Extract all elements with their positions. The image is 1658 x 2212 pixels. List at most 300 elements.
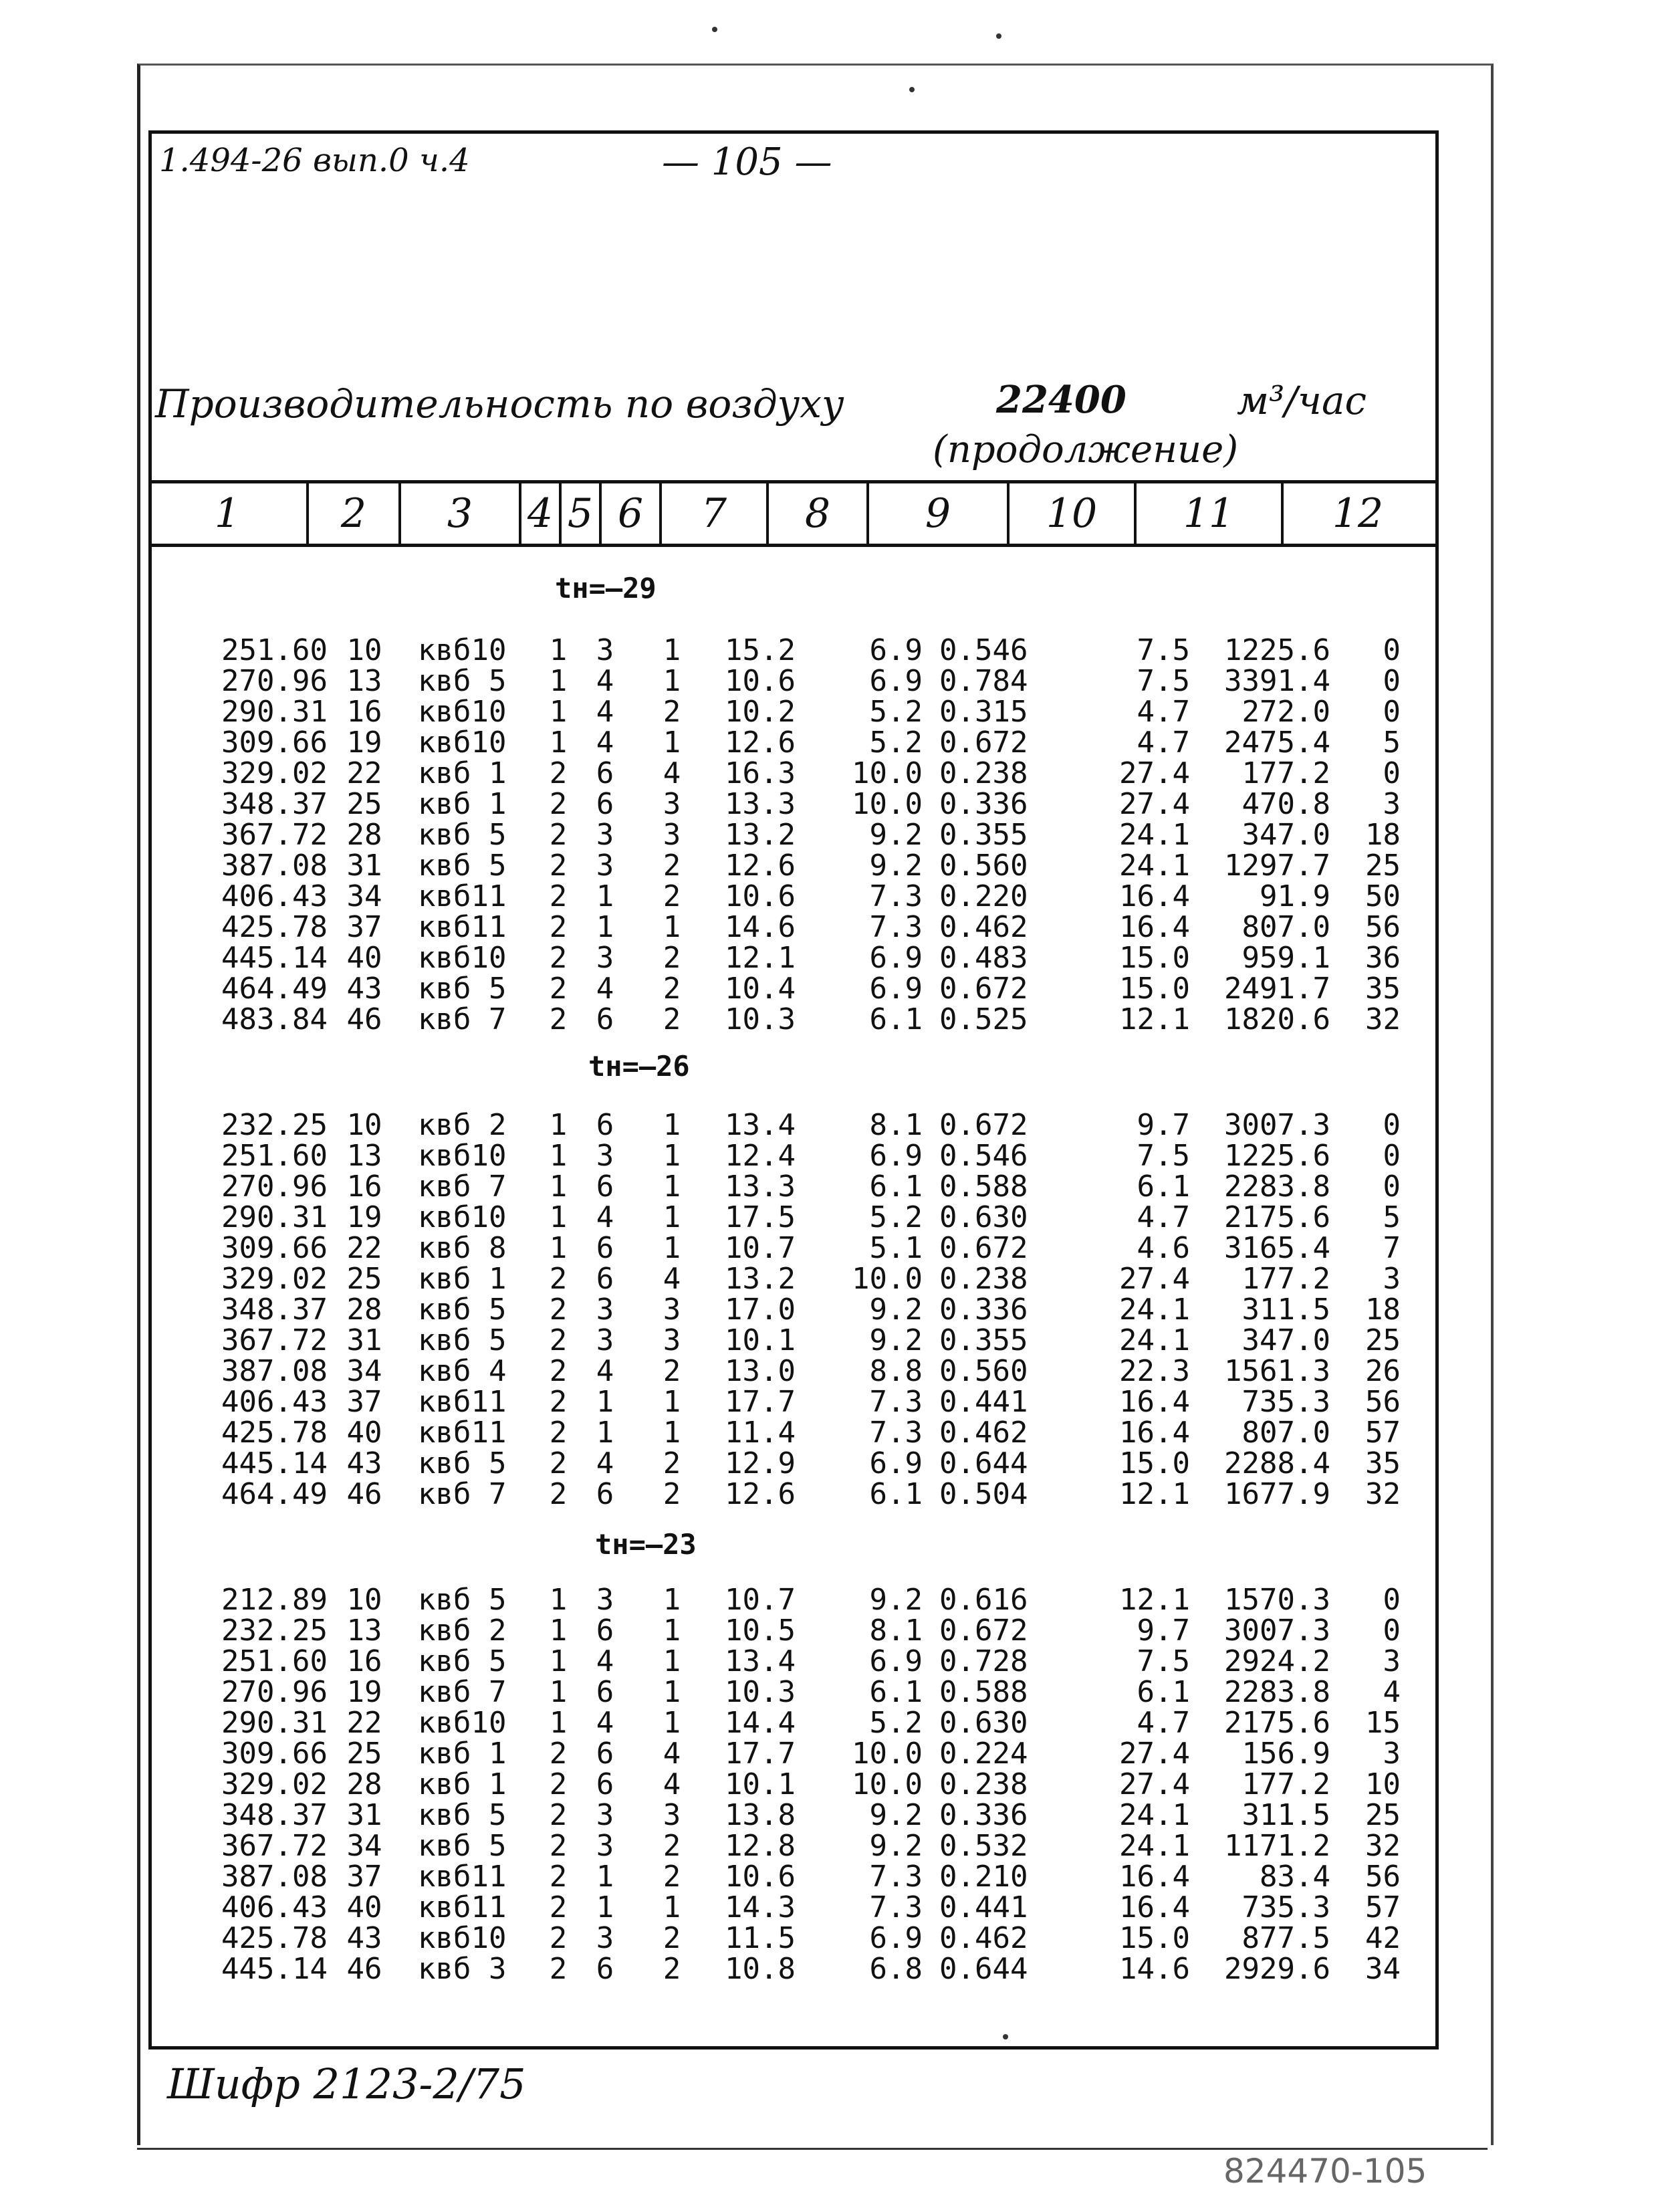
table-cell: 13.4 [725,1644,796,1678]
table-cell: 56 [1365,1385,1401,1419]
table-cell: 17.5 [725,1200,796,1234]
table-cell: 0 [1383,1139,1401,1173]
table-cell: 24.1 [1119,818,1190,852]
table-cell: 36 [1365,941,1401,975]
table-cell: 9.2 [869,1323,923,1357]
table-cell: 6.9 [869,1644,923,1678]
table-cell: 0 [1383,695,1401,729]
table-cell: 309.66 [221,1231,328,1265]
scan-speck [712,27,717,32]
table-cell: квб11 [418,1416,507,1450]
archive-stamp: 824470-105 [1223,2152,1427,2191]
table-cell: 1 [549,1200,568,1234]
table-cell: 2175.6 [1224,1200,1330,1234]
table-cell: 347.0 [1241,1323,1330,1357]
table-cell: 406.43 [221,1385,328,1419]
table-cell: квб 5 [418,1446,507,1480]
table-cell: 4 [663,756,681,790]
table-cell: 22 [346,756,382,790]
table-cell: 0.672 [939,1614,1028,1648]
scan-speck [909,87,915,92]
table-cell: квб 1 [418,1767,507,1801]
table-cell: 27.4 [1119,1737,1190,1771]
table-cell: квб10 [418,726,507,760]
table-cell: 13.3 [725,787,796,821]
table-cell: 15.0 [1119,941,1190,975]
table-cell: 0.588 [939,1675,1028,1709]
table-cell: 0.560 [939,849,1028,883]
table-cell: 5.2 [869,726,923,760]
table-cell: 9.7 [1137,1108,1190,1142]
table-cell: 0.462 [939,1921,1028,1955]
table-cell: 251.60 [221,1139,328,1173]
table-row [0,1677,1658,1708]
table-row [0,758,1658,789]
table-cell: 0.672 [939,1231,1028,1265]
table-cell: 232.25 [221,1614,328,1648]
table-cell: 2 [549,1952,568,1986]
table-cell: 13.2 [725,818,796,852]
table-cell: 3 [596,1583,614,1617]
table-cell: 0.630 [939,1706,1028,1740]
table-cell: 0.532 [939,1829,1028,1863]
table-cell: 5.2 [869,695,923,729]
table-cell: 2 [663,941,681,975]
table-cell: 2 [663,972,681,1006]
table-cell: 2 [549,1323,568,1357]
table-cell: 27.4 [1119,756,1190,790]
table-cell: 24.1 [1119,1829,1190,1863]
table-cell: 156.9 [1241,1737,1330,1771]
table-cell: 1570.3 [1224,1583,1330,1617]
table-cell: 311.5 [1241,1293,1330,1327]
table-cell: 6.1 [1137,1675,1190,1709]
table-cell: 31 [346,1323,382,1357]
column-header-row [148,480,1439,547]
table-cell: 4 [663,1767,681,1801]
table-cell: 2175.6 [1224,1706,1330,1740]
column-header: 7 [662,483,769,544]
table-cell: 10.6 [725,879,796,913]
table-cell: 46 [346,1002,382,1036]
table-cell: 22 [346,1706,382,1740]
table-cell: 0.504 [939,1477,1028,1511]
table-cell: 27.4 [1119,1767,1190,1801]
table-cell: 0.672 [939,1108,1028,1142]
table-row [0,974,1658,1004]
table-cell: квб 5 [418,849,507,883]
table-cell: 0.441 [939,1385,1028,1419]
table-cell: 464.49 [221,972,328,1006]
table-cell: 6.8 [869,1952,923,1986]
table-cell: 0.644 [939,1446,1028,1480]
table-cell: 14.6 [725,910,796,944]
table-cell: 348.37 [221,787,328,821]
table-cell: 406.43 [221,879,328,913]
table-cell: квб10 [418,1200,507,1234]
column-header: 8 [769,483,869,544]
column-header: 3 [401,483,521,544]
table-cell: 425.78 [221,910,328,944]
table-cell: 6 [596,756,614,790]
temperature-block-label: tн=–23 [595,1528,697,1561]
table-cell: 387.08 [221,849,328,883]
table-cell: 16.4 [1119,1416,1190,1450]
table-cell: 43 [346,1446,382,1480]
table-cell: 7.5 [1137,664,1190,698]
table-cell: 0.588 [939,1170,1028,1204]
table-cell: 2283.8 [1224,1170,1330,1204]
table-cell: 0 [1383,1108,1401,1142]
table-cell: 8.1 [869,1614,923,1648]
table-cell: 177.2 [1241,756,1330,790]
table-cell: 2 [663,1829,681,1863]
table-row [0,1418,1658,1448]
table-cell: 1 [596,1890,614,1924]
table-cell: 6 [596,1737,614,1771]
table-cell: 26 [1365,1354,1401,1388]
table-cell: 290.31 [221,1706,328,1740]
table-cell: 347.0 [1241,818,1330,852]
table-cell: 270.96 [221,1170,328,1204]
table-cell: 2 [663,1354,681,1388]
table-cell: 25 [1365,849,1401,883]
table-cell: 1 [549,1614,568,1648]
table-cell: 5 [1383,726,1401,760]
table-cell: 3165.4 [1224,1231,1330,1265]
table-cell: 7.3 [869,1385,923,1419]
table-cell: 3 [596,818,614,852]
table-cell: 0.546 [939,1139,1028,1173]
table-cell: 7.5 [1137,633,1190,667]
table-cell: квб10 [418,633,507,667]
table-cell: 387.08 [221,1354,328,1388]
table-cell: 11.5 [725,1921,796,1955]
table-cell: квб 5 [418,972,507,1006]
table-cell: 2 [663,879,681,913]
table-cell: квб 7 [418,1477,507,1511]
table-cell: 34 [1365,1952,1401,1986]
table-cell: 1 [549,1644,568,1678]
table-cell: 10.2 [725,695,796,729]
table-cell: 16.4 [1119,1860,1190,1894]
table-row [0,1923,1658,1954]
table-cell: 2288.4 [1224,1446,1330,1480]
table-cell: 1 [596,1385,614,1419]
table-cell: 0.560 [939,1354,1028,1388]
table-row [0,1739,1658,1769]
table-cell: 2475.4 [1224,726,1330,760]
table-cell: 10.0 [852,1262,923,1296]
table-cell: 2491.7 [1224,972,1330,1006]
table-cell: 483.84 [221,1002,328,1036]
table-cell: 6.9 [869,664,923,698]
table-cell: 464.49 [221,1477,328,1511]
table-cell: 17.7 [725,1737,796,1771]
table-cell: 4 [596,1644,614,1678]
table-cell: 25 [346,787,382,821]
table-cell: 6 [596,1231,614,1265]
table-row [0,820,1658,851]
table-row [0,1325,1658,1356]
table-cell: 10.7 [725,1231,796,1265]
table-cell: 16.4 [1119,879,1190,913]
table-cell: 445.14 [221,1952,328,1986]
table-cell: 6 [596,1614,614,1648]
table-row [0,1892,1658,1923]
table-cell: 807.0 [1241,1416,1330,1450]
table-cell: 0 [1383,1614,1401,1648]
table-cell: 2 [663,1952,681,1986]
table-cell: 10.1 [725,1323,796,1357]
table-cell: 7.3 [869,879,923,913]
table-cell: 5.2 [869,1200,923,1234]
table-cell: квб11 [418,879,507,913]
table-cell: 0.238 [939,1262,1028,1296]
table-cell: 56 [1365,1860,1401,1894]
table-row [0,851,1658,881]
table-cell: 1225.6 [1224,1139,1330,1173]
table-cell: 12.8 [725,1829,796,1863]
table-cell: 6.1 [869,1170,923,1204]
table-cell: 3 [1383,1644,1401,1678]
table-cell: 24.1 [1119,1798,1190,1832]
table-cell: 3 [1383,1737,1401,1771]
table-cell: 1 [663,1890,681,1924]
table-cell: 14.4 [725,1706,796,1740]
table-cell: 10.7 [725,1583,796,1617]
table-cell: 329.02 [221,1262,328,1296]
table-cell: 735.3 [1241,1890,1330,1924]
table-cell: 6.1 [869,1002,923,1036]
table-cell: 40 [346,941,382,975]
table-cell: 251.60 [221,633,328,667]
table-cell: 5.1 [869,1231,923,1265]
table-cell: 15 [1365,1706,1401,1740]
table-cell: 40 [346,1890,382,1924]
table-cell: 28 [346,1767,382,1801]
table-cell: 348.37 [221,1293,328,1327]
table-cell: 177.2 [1241,1767,1330,1801]
table-cell: 4.7 [1137,1706,1190,1740]
column-header: 1 [148,483,309,544]
table-cell: 4.7 [1137,1200,1190,1234]
table-cell: 37 [346,1385,382,1419]
table-cell: 10.6 [725,1860,796,1894]
table-cell: 9.2 [869,818,923,852]
table-cell: 12.1 [725,941,796,975]
table-cell: 309.66 [221,726,328,760]
table-cell: 1 [663,1139,681,1173]
bottom-line [137,2148,1488,2150]
table-row [0,1585,1658,1616]
table-cell: 12.1 [1119,1583,1190,1617]
table-cell: 2 [549,1860,568,1894]
table-cell: 1 [663,1170,681,1204]
table-cell: 24.1 [1119,1293,1190,1327]
table-cell: 14.3 [725,1890,796,1924]
table-cell: 5 [1383,1200,1401,1234]
table-cell: 1 [549,664,568,698]
table-cell: 1677.9 [1224,1477,1330,1511]
page-number: — 105 — [662,140,832,184]
table-cell: 4.7 [1137,695,1190,729]
table-cell: 12.9 [725,1446,796,1480]
table-cell: 2 [663,1446,681,1480]
table-cell: 4 [596,726,614,760]
table-cell: 2 [663,1477,681,1511]
table-cell: 1 [549,695,568,729]
table-cell: квб10 [418,1706,507,1740]
table-cell: 4 [663,1737,681,1771]
table-cell: 12.6 [725,726,796,760]
table-cell: квб 5 [418,1583,507,1617]
table-row [0,881,1658,912]
table-cell: 2 [549,787,568,821]
table-cell: 4 [596,972,614,1006]
table-cell: 9.2 [869,1798,923,1832]
table-cell: 0.336 [939,787,1028,821]
table-cell: 12.1 [1119,1477,1190,1511]
table-cell: квб 7 [418,1002,507,1036]
table-cell: 12.6 [725,1477,796,1511]
table-cell: квб 1 [418,1737,507,1771]
table-cell: 6 [596,1675,614,1709]
table-cell: 6.9 [869,1446,923,1480]
table-cell: 19 [346,726,382,760]
table-cell: 2 [549,1890,568,1924]
table-cell: 6.9 [869,633,923,667]
doc-code: 1.494-26 вып.0 ч.4 [159,142,470,179]
table-cell: 1 [663,726,681,760]
table-cell: 9.7 [1137,1614,1190,1648]
table-cell: 0.483 [939,941,1028,975]
table-row [0,1616,1658,1646]
table-cell: 1 [663,1644,681,1678]
table-cell: 13.3 [725,1170,796,1204]
table-cell: квб 7 [418,1675,507,1709]
table-cell: 31 [346,1798,382,1832]
table-cell: 2 [663,695,681,729]
table-cell: 32 [1365,1829,1401,1863]
table-row [0,635,1658,666]
table-row [0,1800,1658,1831]
table-cell: 1 [549,1108,568,1142]
table-cell: 6.9 [869,1139,923,1173]
table-cell: 309.66 [221,1737,328,1771]
table-cell: 367.72 [221,818,328,852]
table-cell: 270.96 [221,1675,328,1709]
table-cell: 5.2 [869,1706,923,1740]
table-row [0,1862,1658,1892]
table-cell: 3 [663,1798,681,1832]
table-cell: 2924.2 [1224,1644,1330,1678]
table-cell: 2 [549,1262,568,1296]
table-cell: 6.1 [869,1477,923,1511]
table-cell: 13.8 [725,1798,796,1832]
table-cell: 34 [346,1829,382,1863]
table-cell: 15.0 [1119,1446,1190,1480]
table-cell: 2 [549,1446,568,1480]
table-cell: 0.238 [939,756,1028,790]
table-cell: 19 [346,1675,382,1709]
table-cell: 3 [663,818,681,852]
table-cell: 2 [549,818,568,852]
table-cell: 16.4 [1119,910,1190,944]
table-cell: 37 [346,1860,382,1894]
table-cell: 177.2 [1241,1262,1330,1296]
table-cell: квб11 [418,1385,507,1419]
table-cell: квб10 [418,1139,507,1173]
table-cell: 6.1 [1137,1170,1190,1204]
table-cell: 17.7 [725,1385,796,1419]
table-cell: 1561.3 [1224,1354,1330,1388]
table-cell: 10.0 [852,1737,923,1771]
table-cell: 50 [1365,879,1401,913]
table-cell: 4 [663,1262,681,1296]
table-cell: 2 [549,1354,568,1388]
temperature-block-label: tн=–29 [555,572,657,604]
table-row [0,1954,1658,1985]
table-cell: 8.1 [869,1108,923,1142]
table-cell: 1 [549,1139,568,1173]
table-cell: 46 [346,1477,382,1511]
table-cell: 0.315 [939,695,1028,729]
table-cell: 1 [549,1231,568,1265]
table-cell: 34 [346,879,382,913]
table-cell: 4 [596,1200,614,1234]
table-cell: 1 [596,910,614,944]
table-cell: 10.6 [725,664,796,698]
table-cell: квб 1 [418,787,507,821]
table-cell: 0.238 [939,1767,1028,1801]
temperature-block-label: tн=–26 [588,1050,690,1083]
table-cell: 387.08 [221,1860,328,1894]
table-cell: 10.5 [725,1614,796,1648]
table-cell: 251.60 [221,1644,328,1678]
table-cell: 2 [549,1767,568,1801]
table-cell: 25 [1365,1798,1401,1832]
column-header: 5 [562,483,602,544]
table-cell: 1 [663,1231,681,1265]
table-cell: 1 [663,1385,681,1419]
table-cell: 232.25 [221,1108,328,1142]
table-cell: 4 [596,1706,614,1740]
table-cell: 16 [346,1644,382,1678]
table-row [0,1141,1658,1172]
table-cell: 6.9 [869,941,923,975]
table-cell: 18 [1365,818,1401,852]
table-cell: 13.0 [725,1354,796,1388]
table-cell: 37 [346,910,382,944]
table-cell: 348.37 [221,1798,328,1832]
table-row [0,943,1658,974]
table-cell: 367.72 [221,1323,328,1357]
table-cell: 24.1 [1119,849,1190,883]
table-cell: 7.5 [1137,1139,1190,1173]
table-cell: 10 [346,1108,382,1142]
table-cell: 3 [596,1293,614,1327]
table-cell: 13.4 [725,1108,796,1142]
table-cell: 3 [596,849,614,883]
table-cell: 22 [346,1231,382,1265]
table-cell: 9.2 [869,1293,923,1327]
table-cell: 10 [1365,1767,1401,1801]
table-cell: 6 [596,1477,614,1511]
table-cell: 406.43 [221,1890,328,1924]
table-cell: 6 [596,1262,614,1296]
table-cell: 0.224 [939,1737,1028,1771]
